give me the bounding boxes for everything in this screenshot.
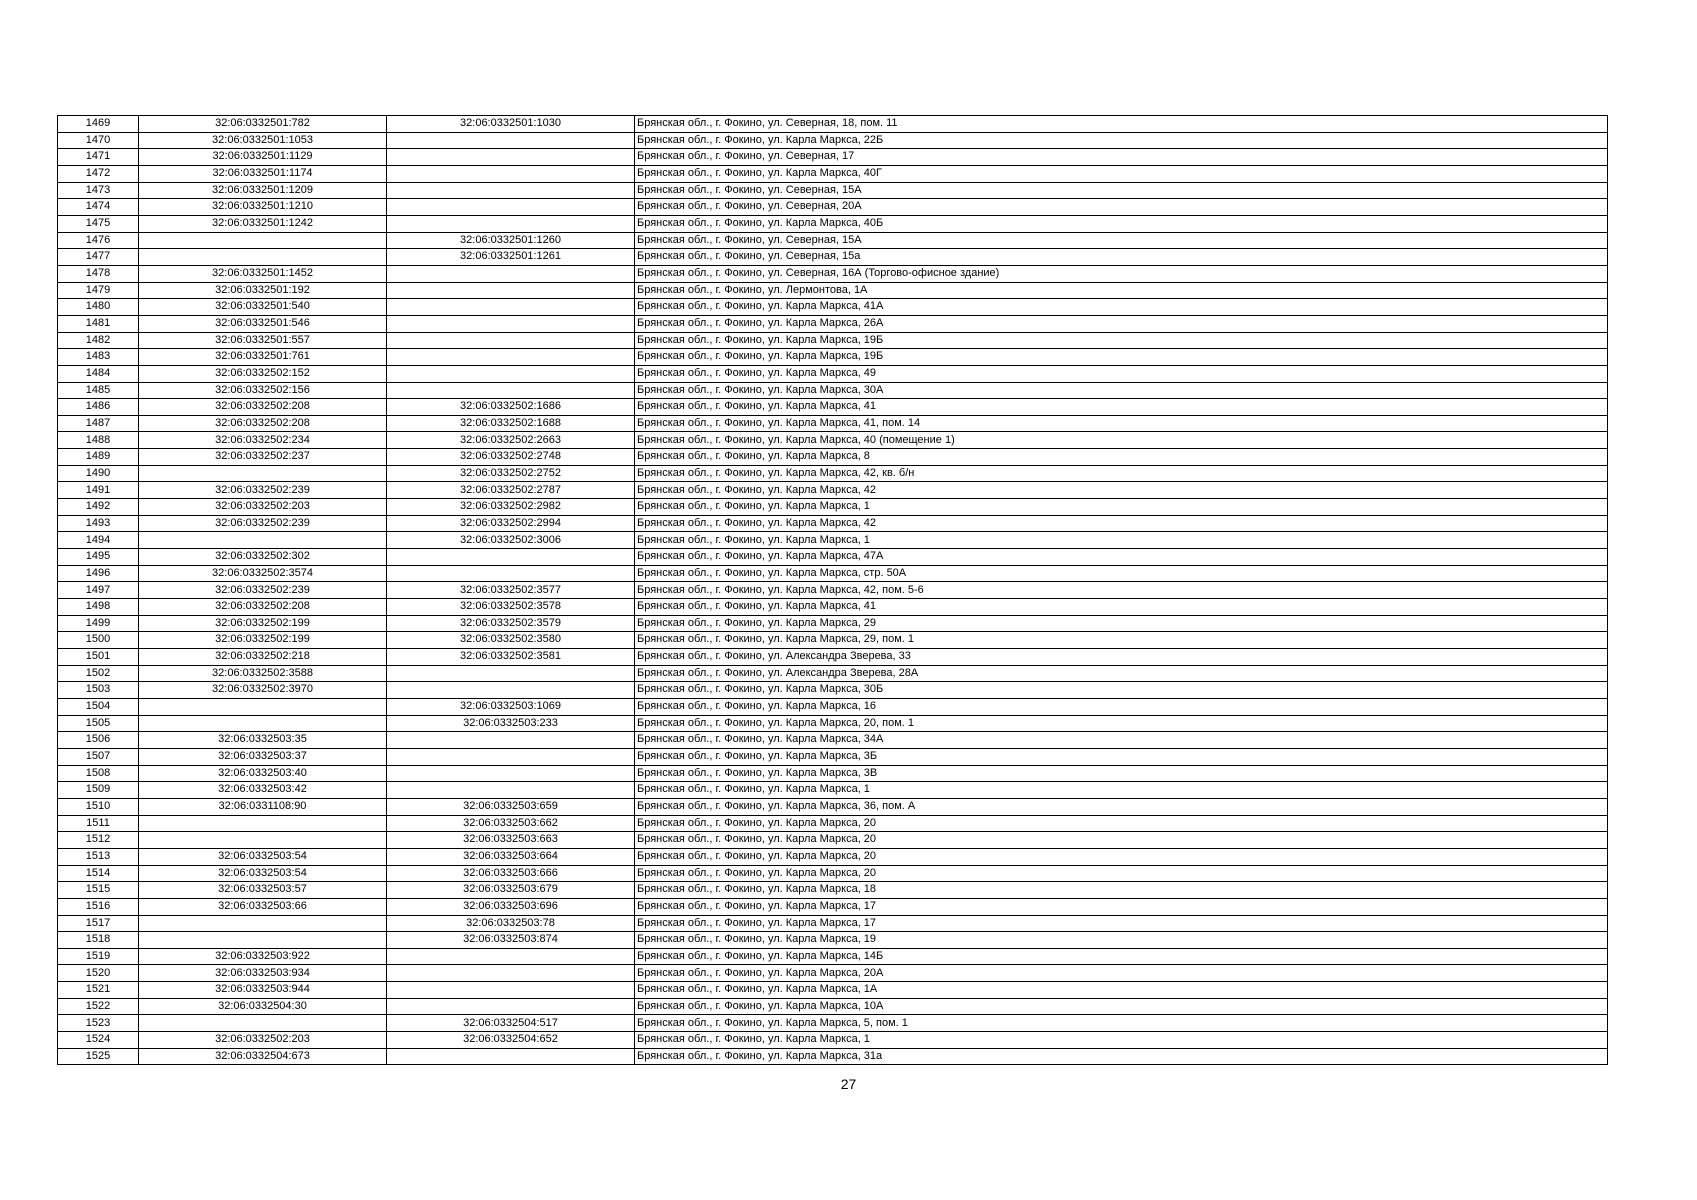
object-cadastral-number-cell: 32:06:0332501:1261 xyxy=(387,249,635,266)
land-plot-cadastral-number-cell: 32:06:0332502:239 xyxy=(139,482,387,499)
table-row xyxy=(58,282,1608,299)
table-row xyxy=(58,832,1608,849)
object-cadastral-number-cell xyxy=(387,982,635,999)
address-cell: Брянская обл., г. Фокино, ул. Карла Маркса, 22Б xyxy=(635,132,1608,149)
row-number-cell: 1486 xyxy=(58,399,139,416)
row-number-cell: 1484 xyxy=(58,365,139,382)
address-cell: Брянская обл., г. Фокино, ул. Карла Маркса, 8 xyxy=(635,449,1608,466)
table-row xyxy=(58,982,1608,999)
table-row xyxy=(58,998,1608,1015)
address-cell: Брянская обл., г. Фокино, ул. Карла Маркса, 10А xyxy=(635,998,1608,1015)
land-plot-cadastral-number-cell: 32:06:0332501:782 xyxy=(139,116,387,133)
object-cadastral-number-cell xyxy=(387,998,635,1015)
address-cell: Брянская обл., г. Фокино, ул. Карла Маркса, 1 xyxy=(635,782,1608,799)
row-number-cell: 1491 xyxy=(58,482,139,499)
object-cadastral-number-cell: 32:06:0332503:1069 xyxy=(387,698,635,715)
object-cadastral-number-cell xyxy=(387,665,635,682)
row-number-cell: 1481 xyxy=(58,315,139,332)
land-plot-cadastral-number-cell: 32:06:0332502:234 xyxy=(139,432,387,449)
row-number-cell: 1506 xyxy=(58,732,139,749)
land-plot-cadastral-number-cell xyxy=(139,815,387,832)
land-plot-cadastral-number-cell: 32:06:0332501:192 xyxy=(139,282,387,299)
row-number-cell: 1520 xyxy=(58,965,139,982)
address-cell: Брянская обл., г. Фокино, ул. Карла Маркса, 30Б xyxy=(635,682,1608,699)
address-cell: Брянская обл., г. Фокино, ул. Карла Маркса, 17 xyxy=(635,915,1608,932)
row-number-cell: 1518 xyxy=(58,932,139,949)
address-cell: Брянская обл., г. Фокино, ул. Северная, 15А xyxy=(635,232,1608,249)
table-row xyxy=(58,649,1608,666)
object-cadastral-number-cell: 32:06:0332501:1260 xyxy=(387,232,635,249)
address-cell: Брянская обл., г. Фокино, ул. Северная, 16А (Торгово-офисное здание) xyxy=(635,265,1608,282)
table-row xyxy=(58,165,1608,182)
address-cell: Брянская обл., г. Фокино, ул. Карла Маркса, 42, пом. 5-6 xyxy=(635,582,1608,599)
land-plot-cadastral-number-cell: 32:06:0332502:302 xyxy=(139,549,387,566)
row-number-cell: 1494 xyxy=(58,532,139,549)
row-number-cell: 1476 xyxy=(58,232,139,249)
land-plot-cadastral-number-cell: 32:06:0332504:30 xyxy=(139,998,387,1015)
row-number-cell: 1473 xyxy=(58,182,139,199)
land-plot-cadastral-number-cell: 32:06:0332501:1129 xyxy=(139,149,387,166)
table-row xyxy=(58,249,1608,266)
address-cell: Брянская обл., г. Фокино, ул. Карла Маркса, 3В xyxy=(635,765,1608,782)
address-cell: Брянская обл., г. Фокино, ул. Карла Маркса, 18 xyxy=(635,882,1608,899)
table-row xyxy=(58,1015,1608,1032)
land-plot-cadastral-number-cell xyxy=(139,532,387,549)
row-number-cell: 1478 xyxy=(58,265,139,282)
row-number-cell: 1505 xyxy=(58,715,139,732)
table-row xyxy=(58,615,1608,632)
row-number-cell: 1521 xyxy=(58,982,139,999)
land-plot-cadastral-number-cell: 32:06:0332502:208 xyxy=(139,599,387,616)
table-row xyxy=(58,499,1608,516)
row-number-cell: 1509 xyxy=(58,782,139,799)
table-row xyxy=(58,149,1608,166)
address-cell: Брянская обл., г. Фокино, ул. Карла Маркса, 26А xyxy=(635,315,1608,332)
object-cadastral-number-cell: 32:06:0332503:679 xyxy=(387,882,635,899)
object-cadastral-number-cell xyxy=(387,299,635,316)
table-row xyxy=(58,482,1608,499)
row-number-cell: 1499 xyxy=(58,615,139,632)
address-cell: Брянская обл., г. Фокино, ул. Карла Маркса, 1 xyxy=(635,499,1608,516)
object-cadastral-number-cell: 32:06:0332502:2748 xyxy=(387,449,635,466)
row-number-cell: 1495 xyxy=(58,549,139,566)
table-row xyxy=(58,182,1608,199)
row-number-cell: 1523 xyxy=(58,1015,139,1032)
object-cadastral-number-cell: 32:06:0332502:3580 xyxy=(387,632,635,649)
address-cell: Брянская обл., г. Фокино, ул. Карла Маркса, 47А xyxy=(635,549,1608,566)
row-number-cell: 1477 xyxy=(58,249,139,266)
address-cell: Брянская обл., г. Фокино, ул. Карла Маркса, 42, кв. б/н xyxy=(635,465,1608,482)
table-row xyxy=(58,765,1608,782)
table-row xyxy=(58,432,1608,449)
row-number-cell: 1522 xyxy=(58,998,139,1015)
land-plot-cadastral-number-cell: 32:06:0332501:1053 xyxy=(139,132,387,149)
object-cadastral-number-cell: 32:06:0332502:3577 xyxy=(387,582,635,599)
table-row xyxy=(58,1032,1608,1049)
address-cell: Брянская обл., г. Фокино, ул. Александра Зверева, 33 xyxy=(635,649,1608,666)
address-cell: Брянская обл., г. Фокино, ул. Карла Маркса, 41 xyxy=(635,599,1608,616)
object-cadastral-number-cell: 32:06:0332502:3578 xyxy=(387,599,635,616)
table-row xyxy=(58,465,1608,482)
land-plot-cadastral-number-cell: 32:06:0331108:90 xyxy=(139,798,387,815)
address-cell: Брянская обл., г. Фокино, ул. Карла Маркса, 31а xyxy=(635,1048,1608,1065)
row-number-cell: 1471 xyxy=(58,149,139,166)
table-row xyxy=(58,265,1608,282)
table-row xyxy=(58,665,1608,682)
address-cell: Брянская обл., г. Фокино, ул. Карла Маркса, 41А xyxy=(635,299,1608,316)
row-number-cell: 1479 xyxy=(58,282,139,299)
object-cadastral-number-cell: 32:06:0332502:2982 xyxy=(387,499,635,516)
object-cadastral-number-cell xyxy=(387,165,635,182)
table-row xyxy=(58,815,1608,832)
table-row xyxy=(58,682,1608,699)
row-number-cell: 1492 xyxy=(58,499,139,516)
table-row xyxy=(58,215,1608,232)
table-row xyxy=(58,948,1608,965)
land-plot-cadastral-number-cell xyxy=(139,915,387,932)
table-row xyxy=(58,782,1608,799)
table-row xyxy=(58,232,1608,249)
object-cadastral-number-cell xyxy=(387,565,635,582)
land-plot-cadastral-number-cell: 32:06:0332504:673 xyxy=(139,1048,387,1065)
row-number-cell: 1469 xyxy=(58,116,139,133)
object-cadastral-number-cell xyxy=(387,382,635,399)
address-cell: Брянская обл., г. Фокино, ул. Лермонтова, 1А xyxy=(635,282,1608,299)
land-plot-cadastral-number-cell: 32:06:0332502:218 xyxy=(139,649,387,666)
land-plot-cadastral-number-cell xyxy=(139,465,387,482)
address-cell: Брянская обл., г. Фокино, ул. Карла Маркса, 20 xyxy=(635,865,1608,882)
land-plot-cadastral-number-cell: 32:06:0332502:152 xyxy=(139,365,387,382)
land-plot-cadastral-number-cell: 32:06:0332501:540 xyxy=(139,299,387,316)
row-number-cell: 1483 xyxy=(58,349,139,366)
table-row xyxy=(58,415,1608,432)
address-cell: Брянская обл., г. Фокино, ул. Карла Маркса, 1А xyxy=(635,982,1608,999)
row-number-cell: 1488 xyxy=(58,432,139,449)
object-cadastral-number-cell xyxy=(387,682,635,699)
object-cadastral-number-cell xyxy=(387,282,635,299)
table-row xyxy=(58,865,1608,882)
land-plot-cadastral-number-cell xyxy=(139,715,387,732)
address-cell: Брянская обл., г. Фокино, ул. Карла Маркса, 14Б xyxy=(635,948,1608,965)
object-cadastral-number-cell xyxy=(387,349,635,366)
land-plot-cadastral-number-cell xyxy=(139,698,387,715)
table-row xyxy=(58,599,1608,616)
object-cadastral-number-cell xyxy=(387,782,635,799)
object-cadastral-number-cell xyxy=(387,149,635,166)
land-plot-cadastral-number-cell: 32:06:0332502:3970 xyxy=(139,682,387,699)
object-cadastral-number-cell xyxy=(387,765,635,782)
object-cadastral-number-cell xyxy=(387,199,635,216)
row-number-cell: 1517 xyxy=(58,915,139,932)
table-row xyxy=(58,132,1608,149)
row-number-cell: 1489 xyxy=(58,449,139,466)
object-cadastral-number-cell xyxy=(387,549,635,566)
table-row xyxy=(58,399,1608,416)
object-cadastral-number-cell: 32:06:0332502:3006 xyxy=(387,532,635,549)
object-cadastral-number-cell: 32:06:0332501:1030 xyxy=(387,116,635,133)
row-number-cell: 1493 xyxy=(58,515,139,532)
land-plot-cadastral-number-cell xyxy=(139,249,387,266)
object-cadastral-number-cell: 32:06:0332504:652 xyxy=(387,1032,635,1049)
row-number-cell: 1516 xyxy=(58,898,139,915)
object-cadastral-number-cell xyxy=(387,332,635,349)
row-number-cell: 1524 xyxy=(58,1032,139,1049)
table-row xyxy=(58,549,1608,566)
table-row xyxy=(58,848,1608,865)
land-plot-cadastral-number-cell: 32:06:0332503:57 xyxy=(139,882,387,899)
row-number-cell: 1490 xyxy=(58,465,139,482)
table-row xyxy=(58,315,1608,332)
row-number-cell: 1474 xyxy=(58,199,139,216)
land-plot-cadastral-number-cell xyxy=(139,232,387,249)
table-row xyxy=(58,299,1608,316)
address-cell: Брянская обл., г. Фокино, ул. Карла Маркса, 20 xyxy=(635,815,1608,832)
row-number-cell: 1510 xyxy=(58,798,139,815)
land-plot-cadastral-number-cell: 32:06:0332501:1210 xyxy=(139,199,387,216)
land-plot-cadastral-number-cell: 32:06:0332503:42 xyxy=(139,782,387,799)
table-row xyxy=(58,898,1608,915)
address-cell: Брянская обл., г. Фокино, ул. Карла Маркса, стр. 50А xyxy=(635,565,1608,582)
row-number-cell: 1500 xyxy=(58,632,139,649)
object-cadastral-number-cell xyxy=(387,1048,635,1065)
object-cadastral-number-cell xyxy=(387,748,635,765)
address-cell: Брянская обл., г. Фокино, ул. Карла Маркса, 19Б xyxy=(635,349,1608,366)
row-number-cell: 1475 xyxy=(58,215,139,232)
address-cell: Брянская обл., г. Фокино, ул. Карла Маркса, 29 xyxy=(635,615,1608,632)
row-number-cell: 1508 xyxy=(58,765,139,782)
address-cell: Брянская обл., г. Фокино, ул. Карла Маркса, 20А xyxy=(635,965,1608,982)
land-plot-cadastral-number-cell: 32:06:0332501:557 xyxy=(139,332,387,349)
table-row xyxy=(58,515,1608,532)
land-plot-cadastral-number-cell: 32:06:0332503:40 xyxy=(139,765,387,782)
object-cadastral-number-cell: 32:06:0332503:663 xyxy=(387,832,635,849)
object-cadastral-number-cell: 32:06:0332504:517 xyxy=(387,1015,635,1032)
table-row xyxy=(58,748,1608,765)
row-number-cell: 1513 xyxy=(58,848,139,865)
land-plot-cadastral-number-cell: 32:06:0332501:1209 xyxy=(139,182,387,199)
table-row xyxy=(58,965,1608,982)
land-plot-cadastral-number-cell: 32:06:0332503:54 xyxy=(139,848,387,865)
object-cadastral-number-cell: 32:06:0332502:1686 xyxy=(387,399,635,416)
table-row xyxy=(58,632,1608,649)
land-plot-cadastral-number-cell: 32:06:0332502:208 xyxy=(139,399,387,416)
table-row xyxy=(58,199,1608,216)
registry-table xyxy=(57,115,1608,1065)
row-number-cell: 1525 xyxy=(58,1048,139,1065)
row-number-cell: 1502 xyxy=(58,665,139,682)
land-plot-cadastral-number-cell xyxy=(139,832,387,849)
row-number-cell: 1519 xyxy=(58,948,139,965)
address-cell: Брянская обл., г. Фокино, ул. Карла Маркса, 34А xyxy=(635,732,1608,749)
row-number-cell: 1501 xyxy=(58,649,139,666)
land-plot-cadastral-number-cell: 32:06:0332503:922 xyxy=(139,948,387,965)
object-cadastral-number-cell: 32:06:0332502:1688 xyxy=(387,415,635,432)
row-number-cell: 1472 xyxy=(58,165,139,182)
row-number-cell: 1487 xyxy=(58,415,139,432)
registry-table-body xyxy=(58,116,1608,1065)
address-cell: Брянская обл., г. Фокино, ул. Карла Маркса, 36, пом. А xyxy=(635,798,1608,815)
table-row xyxy=(58,915,1608,932)
row-number-cell: 1511 xyxy=(58,815,139,832)
table-row xyxy=(58,798,1608,815)
object-cadastral-number-cell: 32:06:0332503:664 xyxy=(387,848,635,865)
row-number-cell: 1514 xyxy=(58,865,139,882)
table-row xyxy=(58,732,1608,749)
land-plot-cadastral-number-cell: 32:06:0332502:199 xyxy=(139,632,387,649)
address-cell: Брянская обл., г. Фокино, ул. Карла Маркса, 40 (помещение 1) xyxy=(635,432,1608,449)
address-cell: Брянская обл., г. Фокино, ул. Карла Маркса, 41, пом. 14 xyxy=(635,415,1608,432)
table-row xyxy=(58,715,1608,732)
address-cell: Брянская обл., г. Фокино, ул. Карла Маркса, 40Б xyxy=(635,215,1608,232)
table-row xyxy=(58,532,1608,549)
object-cadastral-number-cell xyxy=(387,182,635,199)
row-number-cell: 1515 xyxy=(58,882,139,899)
land-plot-cadastral-number-cell: 32:06:0332503:66 xyxy=(139,898,387,915)
table-row xyxy=(58,382,1608,399)
object-cadastral-number-cell: 32:06:0332503:662 xyxy=(387,815,635,832)
land-plot-cadastral-number-cell: 32:06:0332502:239 xyxy=(139,582,387,599)
address-cell: Брянская обл., г. Фокино, ул. Карла Маркса, 20 xyxy=(635,832,1608,849)
table-row xyxy=(58,932,1608,949)
row-number-cell: 1485 xyxy=(58,382,139,399)
address-cell: Брянская обл., г. Фокино, ул. Карла Маркса, 49 xyxy=(635,365,1608,382)
object-cadastral-number-cell: 32:06:0332502:2663 xyxy=(387,432,635,449)
object-cadastral-number-cell xyxy=(387,732,635,749)
address-cell: Брянская обл., г. Фокино, ул. Карла Маркса, 17 xyxy=(635,898,1608,915)
object-cadastral-number-cell xyxy=(387,215,635,232)
row-number-cell: 1496 xyxy=(58,565,139,582)
table-row xyxy=(58,698,1608,715)
table-row xyxy=(58,349,1608,366)
address-cell: Брянская обл., г. Фокино, ул. Карла Маркса, 1 xyxy=(635,532,1608,549)
table-row xyxy=(58,332,1608,349)
row-number-cell: 1482 xyxy=(58,332,139,349)
address-cell: Брянская обл., г. Фокино, ул. Карла Маркса, 19Б xyxy=(635,332,1608,349)
object-cadastral-number-cell: 32:06:0332503:659 xyxy=(387,798,635,815)
row-number-cell: 1504 xyxy=(58,698,139,715)
object-cadastral-number-cell xyxy=(387,315,635,332)
address-cell: Брянская обл., г. Фокино, ул. Карла Маркса, 20, пом. 1 xyxy=(635,715,1608,732)
land-plot-cadastral-number-cell: 32:06:0332502:203 xyxy=(139,1032,387,1049)
table-row xyxy=(58,582,1608,599)
land-plot-cadastral-number-cell: 32:06:0332503:934 xyxy=(139,965,387,982)
land-plot-cadastral-number-cell: 32:06:0332501:1174 xyxy=(139,165,387,182)
address-cell: Брянская обл., г. Фокино, ул. Северная, 18, пом. 11 xyxy=(635,116,1608,133)
land-plot-cadastral-number-cell: 32:06:0332501:546 xyxy=(139,315,387,332)
land-plot-cadastral-number-cell: 32:06:0332502:3574 xyxy=(139,565,387,582)
page-number: 27 xyxy=(840,1076,857,1092)
address-cell: Брянская обл., г. Фокино, ул. Карла Маркса, 29, пом. 1 xyxy=(635,632,1608,649)
object-cadastral-number-cell: 32:06:0332503:696 xyxy=(387,898,635,915)
address-cell: Брянская обл., г. Фокино, ул. Карла Маркса, 20 xyxy=(635,848,1608,865)
row-number-cell: 1480 xyxy=(58,299,139,316)
table-row xyxy=(58,365,1608,382)
address-cell: Брянская обл., г. Фокино, ул. Александра Зверева, 28А xyxy=(635,665,1608,682)
land-plot-cadastral-number-cell: 32:06:0332503:54 xyxy=(139,865,387,882)
address-cell: Брянская обл., г. Фокино, ул. Карла Маркса, 1 xyxy=(635,1032,1608,1049)
land-plot-cadastral-number-cell: 32:06:0332502:208 xyxy=(139,415,387,432)
address-cell: Брянская обл., г. Фокино, ул. Карла Маркса, 3Б xyxy=(635,748,1608,765)
object-cadastral-number-cell: 32:06:0332502:2752 xyxy=(387,465,635,482)
address-cell: Брянская обл., г. Фокино, ул. Северная, 20А xyxy=(635,199,1608,216)
land-plot-cadastral-number-cell: 32:06:0332503:37 xyxy=(139,748,387,765)
row-number-cell: 1470 xyxy=(58,132,139,149)
land-plot-cadastral-number-cell: 32:06:0332501:1452 xyxy=(139,265,387,282)
land-plot-cadastral-number-cell: 32:06:0332502:3588 xyxy=(139,665,387,682)
object-cadastral-number-cell: 32:06:0332503:78 xyxy=(387,915,635,932)
table-row xyxy=(58,449,1608,466)
object-cadastral-number-cell xyxy=(387,965,635,982)
address-cell: Брянская обл., г. Фокино, ул. Карла Маркса, 16 xyxy=(635,698,1608,715)
object-cadastral-number-cell xyxy=(387,365,635,382)
address-cell: Брянская обл., г. Фокино, ул. Карла Маркса, 40Г xyxy=(635,165,1608,182)
object-cadastral-number-cell xyxy=(387,948,635,965)
object-cadastral-number-cell xyxy=(387,265,635,282)
address-cell: Брянская обл., г. Фокино, ул. Северная, 15а xyxy=(635,249,1608,266)
land-plot-cadastral-number-cell: 32:06:0332501:761 xyxy=(139,349,387,366)
land-plot-cadastral-number-cell xyxy=(139,1015,387,1032)
object-cadastral-number-cell: 32:06:0332502:2787 xyxy=(387,482,635,499)
land-plot-cadastral-number-cell: 32:06:0332502:237 xyxy=(139,449,387,466)
land-plot-cadastral-number-cell: 32:06:0332502:203 xyxy=(139,499,387,516)
land-plot-cadastral-number-cell: 32:06:0332502:199 xyxy=(139,615,387,632)
object-cadastral-number-cell: 32:06:0332503:874 xyxy=(387,932,635,949)
land-plot-cadastral-number-cell xyxy=(139,932,387,949)
address-cell: Брянская обл., г. Фокино, ул. Карла Маркса, 5, пом. 1 xyxy=(635,1015,1608,1032)
land-plot-cadastral-number-cell: 32:06:0332501:1242 xyxy=(139,215,387,232)
row-number-cell: 1503 xyxy=(58,682,139,699)
object-cadastral-number-cell xyxy=(387,132,635,149)
table-row xyxy=(58,882,1608,899)
land-plot-cadastral-number-cell: 32:06:0332502:239 xyxy=(139,515,387,532)
address-cell: Брянская обл., г. Фокино, ул. Карла Маркса, 41 xyxy=(635,399,1608,416)
object-cadastral-number-cell: 32:06:0332502:3581 xyxy=(387,649,635,666)
land-plot-cadastral-number-cell: 32:06:0332502:156 xyxy=(139,382,387,399)
object-cadastral-number-cell: 32:06:0332502:2994 xyxy=(387,515,635,532)
table-row xyxy=(58,565,1608,582)
land-plot-cadastral-number-cell: 32:06:0332503:35 xyxy=(139,732,387,749)
table-row xyxy=(58,116,1608,133)
row-number-cell: 1507 xyxy=(58,748,139,765)
row-number-cell: 1498 xyxy=(58,599,139,616)
address-cell: Брянская обл., г. Фокино, ул. Северная, 15А xyxy=(635,182,1608,199)
land-plot-cadastral-number-cell: 32:06:0332503:944 xyxy=(139,982,387,999)
row-number-cell: 1512 xyxy=(58,832,139,849)
table-row xyxy=(58,1048,1608,1065)
address-cell: Брянская обл., г. Фокино, ул. Карла Маркса, 42 xyxy=(635,515,1608,532)
object-cadastral-number-cell: 32:06:0332503:666 xyxy=(387,865,635,882)
address-cell: Брянская обл., г. Фокино, ул. Карла Маркса, 19 xyxy=(635,932,1608,949)
address-cell: Брянская обл., г. Фокино, ул. Северная, 17 xyxy=(635,149,1608,166)
row-number-cell: 1497 xyxy=(58,582,139,599)
object-cadastral-number-cell: 32:06:0332502:3579 xyxy=(387,615,635,632)
object-cadastral-number-cell: 32:06:0332503:233 xyxy=(387,715,635,732)
address-cell: Брянская обл., г. Фокино, ул. Карла Маркса, 42 xyxy=(635,482,1608,499)
address-cell: Брянская обл., г. Фокино, ул. Карла Маркса, 30А xyxy=(635,382,1608,399)
